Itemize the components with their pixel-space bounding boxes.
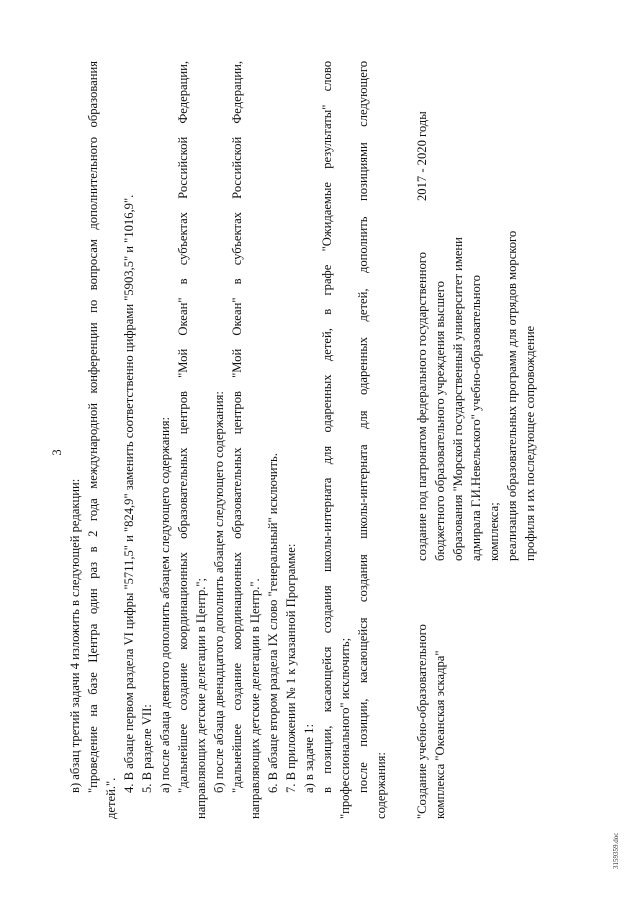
table-cell-line: комплекса "Океанская эскадра" <box>433 650 447 819</box>
paragraph-line: "профессионального" исключить; <box>338 637 352 819</box>
table-cell-line: адмирала Г.И.Невельского" учебно-образовательного <box>469 275 483 561</box>
table-cell-line: создание под патронатом федерального государственного <box>415 252 429 561</box>
paragraph-line: а) в задаче 1: <box>302 724 316 793</box>
file-code: 3159359.doc <box>612 832 620 869</box>
paragraph-line: 6. В абзаце втором раздела IX слово "генеральный" исключить. <box>266 453 280 793</box>
paragraph-line: 4. В абзаце первом раздела VI цифры "5711,5" и "824,9" заменить соответственно цифрами "5903,5" и "1016,9". <box>122 194 136 793</box>
paragraph-line: "проведение на базе Центра один раз в 2 года международной конференции по вопросам дополнительного образования <box>86 61 100 793</box>
paragraph-line: "дальнейшее создание координационных образовательных центров "Мой Океан" в субъектах Российской Федерации, <box>176 61 190 793</box>
program-position-table <box>413 61 613 819</box>
table-cell-line: реализация образовательных программ для отрядов морского <box>505 230 519 561</box>
paragraph-line: а) после абзаца девятого дополнить абзацем следующего содержания: <box>158 416 172 793</box>
table-column-period <box>413 61 431 201</box>
paragraph-line: направляющих детские делегации в Центр.". <box>248 578 262 819</box>
paragraph-line: содержания: <box>374 752 388 819</box>
table-cell-line: комплекса; <box>487 502 501 561</box>
paragraph-line: в) абзац третий задачи 4 изложить в следующей редакции: <box>68 478 82 793</box>
table-cell-line: образования "Морской государственный университет имени <box>451 237 465 561</box>
table-cell-line: 2017 - 2020 годы <box>415 111 429 201</box>
paragraph-line: детей.". <box>104 777 118 819</box>
paragraph-line: направляющих детские делегации в Центр."; <box>194 577 208 819</box>
paragraph-line: 5. В разделе VII: <box>140 704 154 793</box>
page-number: 3 <box>50 449 64 456</box>
table-cell-line: "Создание учебно-образовательного <box>415 624 429 819</box>
table-column-title <box>413 579 449 819</box>
paragraph-line: б) после абзаца двенадцатого дополнить абзацем следующего содержания: <box>212 391 226 793</box>
document-body <box>66 61 390 819</box>
paragraph-line: в позиции, касающейся создания школы-интерната для одаренных детей, в графе "Ожидаемые результаты" слово <box>320 61 334 793</box>
table-cell-line: профиля и их последующее сопровождение <box>523 325 537 561</box>
table-column-results <box>413 221 539 561</box>
table-cell-line: бюджетного образовательного учреждения высшего <box>433 281 447 561</box>
paragraph-line: "дальнейшее создание координационных образовательных центров "Мой Океан" в субъектах Российской Федерации, <box>230 61 244 793</box>
paragraph-line: после позиции, касающейся создания школы-интерната для одаренных детей, дополнить позициями следующего <box>356 61 370 793</box>
paragraph-line: 7. В приложении № 1 к указанной Программе: <box>284 543 298 793</box>
